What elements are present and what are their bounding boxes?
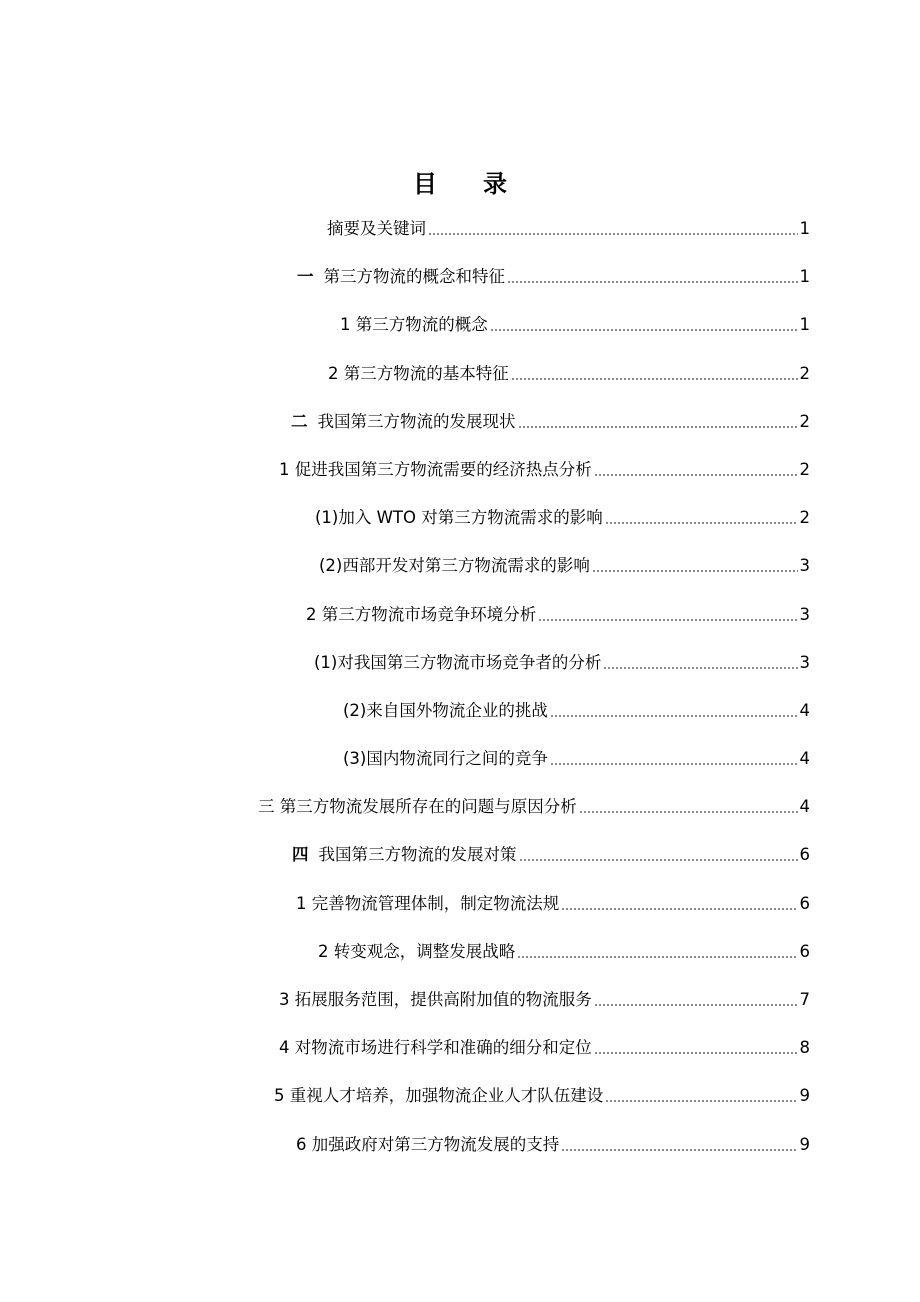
- dot-leader: [579, 811, 798, 813]
- dot-leader: [605, 522, 798, 524]
- toc-entry-label: 1 第三方物流的概念: [340, 315, 488, 334]
- toc-entry-label: 2 转变观念，调整发展战略: [318, 942, 516, 961]
- toc-entry-page: 7: [799, 990, 810, 1009]
- toc-entry-page: 1: [799, 315, 810, 334]
- toc-entry[interactable]: [279, 1036, 810, 1060]
- toc-entry-label: (1)加入 WTO 对第三方物流需求的影响: [315, 508, 603, 527]
- dot-leader: [507, 281, 798, 283]
- toc-entry-page: 8: [799, 1038, 810, 1057]
- toc-entry-label: 我国第三方物流的发展现状: [317, 412, 516, 431]
- dot-leader: [594, 1004, 798, 1006]
- dot-leader: [518, 426, 798, 428]
- toc-entry-label: 三 第三方物流发展所存在的问题与原因分析: [258, 797, 577, 816]
- toc-entry-label: 6 加强政府对第三方物流发展的支持: [296, 1135, 560, 1154]
- toc-entry-label: 3 拓展服务范围，提供高附加值的物流服务: [279, 990, 592, 1009]
- toc-entry-page: 3: [799, 653, 810, 672]
- toc-entry[interactable]: [292, 843, 810, 867]
- toc-entry[interactable]: [340, 313, 810, 337]
- toc-entry-label: 1 促进我国第三方物流需要的经济热点分析: [279, 460, 592, 479]
- toc-entry-label: 2 第三方物流市场竞争环境分析: [306, 605, 537, 624]
- dot-leader: [490, 329, 798, 331]
- toc-entry-page: 4: [799, 797, 810, 816]
- toc-entry-page: 2: [799, 412, 810, 431]
- toc-entry[interactable]: [327, 217, 810, 241]
- toc-entry-page: 6: [799, 894, 810, 913]
- toc-entry-page: 2: [799, 364, 810, 383]
- toc-entry-label: 我国第三方物流的发展对策: [318, 845, 517, 864]
- toc-entry[interactable]: [279, 458, 810, 482]
- toc-entry-label: 摘要及关键词: [327, 219, 426, 238]
- toc-entry-page: 1: [799, 267, 810, 286]
- toc-entry[interactable]: [274, 1084, 810, 1108]
- dot-leader: [519, 859, 798, 861]
- dot-leader: [594, 1052, 798, 1054]
- toc-entry-page: 6: [799, 942, 810, 961]
- toc-entry-page: 4: [799, 749, 810, 768]
- toc-entry-section-number: 四: [292, 845, 309, 864]
- title-char-right: 录: [483, 170, 507, 198]
- toc-entry[interactable]: [258, 795, 810, 819]
- toc-entry[interactable]: [318, 940, 810, 964]
- toc-entry-label: 第三方物流的概念和特征: [323, 267, 505, 286]
- toc-entry[interactable]: [343, 747, 810, 771]
- dot-leader: [603, 667, 797, 669]
- toc-entry[interactable]: [319, 554, 810, 578]
- toc-entry-page: 2: [799, 508, 810, 527]
- toc-entry-label: 4 对物流市场进行科学和准确的细分和定位: [279, 1038, 592, 1057]
- toc-entry[interactable]: [291, 410, 810, 434]
- dot-leader: [592, 570, 798, 572]
- toc-entry-page: 3: [799, 556, 810, 575]
- dot-leader: [550, 715, 798, 717]
- toc-entry-label: (2)西部开发对第三方物流需求的影响: [319, 556, 590, 575]
- dot-leader: [594, 474, 798, 476]
- toc-entry-page: 9: [799, 1135, 810, 1154]
- toc-entry[interactable]: [328, 362, 810, 386]
- toc-entry[interactable]: [297, 265, 810, 289]
- toc-entry-label: (2)来自国外物流企业的挑战: [343, 701, 548, 720]
- toc-entry-section-number: 二: [291, 412, 308, 431]
- dot-leader: [605, 1100, 797, 1102]
- toc-entry[interactable]: [296, 1133, 810, 1157]
- toc-entry-page: 3: [799, 605, 810, 624]
- toc-entry-page: 4: [799, 701, 810, 720]
- dot-leader: [561, 1149, 797, 1151]
- dot-leader: [517, 956, 797, 958]
- dot-leader: [550, 763, 798, 765]
- toc-entry-section-number: 一: [297, 267, 314, 286]
- toc-entry[interactable]: [279, 988, 810, 1012]
- toc-entry[interactable]: [296, 892, 810, 916]
- toc-entry-label: 5 重视人才培养，加强物流企业人才队伍建设: [274, 1086, 604, 1105]
- toc-entry-page: 2: [799, 460, 810, 479]
- toc-entry-label: (3)国内物流同行之间的竞争: [343, 749, 548, 768]
- dot-leader: [511, 378, 798, 380]
- toc-entry-label: 1 完善物流管理体制，制定物流法规: [296, 894, 560, 913]
- toc-entry[interactable]: [306, 603, 810, 627]
- dot-leader: [428, 233, 798, 235]
- dot-leader: [538, 619, 797, 621]
- toc-entry-label: 2 第三方物流的基本特征: [328, 364, 509, 383]
- toc-entry-label: (1)对我国第三方物流市场竞争者的分析: [314, 653, 602, 672]
- toc-entry[interactable]: [314, 651, 810, 675]
- toc-entry-page: 9: [799, 1086, 810, 1105]
- toc-entry[interactable]: [343, 699, 810, 723]
- title-char-left: 目: [413, 170, 437, 198]
- dot-leader: [561, 908, 797, 910]
- toc-entry-page: 6: [799, 845, 810, 864]
- toc-entry[interactable]: [315, 506, 810, 530]
- toc-entry-page: 1: [799, 219, 810, 238]
